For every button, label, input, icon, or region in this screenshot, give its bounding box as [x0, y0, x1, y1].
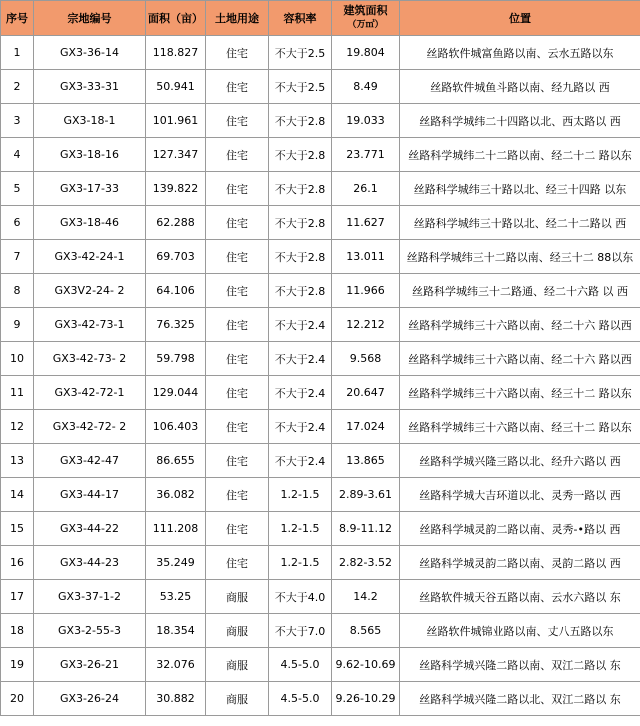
cell-far: 不大于2.4 — [269, 376, 332, 410]
header-building-area-unit: （万㎡） — [347, 20, 384, 30]
cell-use: 商服 — [206, 648, 269, 682]
cell-building-area: 13.865 — [332, 444, 400, 478]
cell-far: 不大于7.0 — [269, 614, 332, 648]
cell-location: 丝路科学城纬三十六路以南、经二十六 路以西 — [400, 308, 640, 342]
cell-parcel: GX3-18-1 — [34, 104, 146, 138]
cell-parcel: GX3-18-46 — [34, 206, 146, 240]
cell-area: 76.325 — [146, 308, 206, 342]
cell-use: 住宅 — [206, 274, 269, 308]
cell-use: 住宅 — [206, 308, 269, 342]
table-row — [1, 512, 640, 546]
cell-building-area: 14.2 — [332, 580, 400, 614]
cell-index: 16 — [1, 546, 34, 580]
cell-area: 62.288 — [146, 206, 206, 240]
cell-index: 13 — [1, 444, 34, 478]
table-body — [1, 36, 640, 716]
cell-far: 4.5-5.0 — [269, 682, 332, 716]
cell-parcel: GX3-37-1-2 — [34, 580, 146, 614]
cell-use: 住宅 — [206, 240, 269, 274]
cell-area: 64.106 — [146, 274, 206, 308]
header-area: 面积（亩） — [146, 1, 206, 36]
cell-building-area: 2.82-3.52 — [332, 546, 400, 580]
cell-far: 1.2-1.5 — [269, 546, 332, 580]
cell-use: 住宅 — [206, 546, 269, 580]
cell-location: 丝路科学城纬三十路以北、经二十二路以 西 — [400, 206, 640, 240]
table-row — [1, 240, 640, 274]
cell-location: 丝路科学城兴隆三路以北、经升六路以 西 — [400, 444, 640, 478]
header-parcel: 宗地编号 — [34, 1, 146, 36]
cell-location: 丝路软件城锦业路以南、丈八五路以东 — [400, 614, 640, 648]
cell-use: 住宅 — [206, 138, 269, 172]
cell-area: 129.044 — [146, 376, 206, 410]
cell-far: 4.5-5.0 — [269, 648, 332, 682]
cell-use: 商服 — [206, 682, 269, 716]
header-far: 容积率 — [269, 1, 332, 36]
cell-index: 15 — [1, 512, 34, 546]
cell-area: 139.822 — [146, 172, 206, 206]
cell-index: 5 — [1, 172, 34, 206]
cell-far: 不大于2.8 — [269, 172, 332, 206]
cell-far: 1.2-1.5 — [269, 478, 332, 512]
table-row — [1, 478, 640, 512]
table-row — [1, 580, 640, 614]
cell-use: 住宅 — [206, 478, 269, 512]
table-row — [1, 206, 640, 240]
cell-location: 丝路科学城纬三十二路通、经二十六路 以 西 — [400, 274, 640, 308]
cell-parcel: GX3-42-24-1 — [34, 240, 146, 274]
cell-area: 30.882 — [146, 682, 206, 716]
header-index: 序号 — [1, 1, 34, 36]
cell-building-area: 23.771 — [332, 138, 400, 172]
table-row — [1, 410, 640, 444]
header-use: 土地用途 — [206, 1, 269, 36]
cell-building-area: 19.033 — [332, 104, 400, 138]
cell-area: 53.25 — [146, 580, 206, 614]
cell-area: 18.354 — [146, 614, 206, 648]
table-row — [1, 682, 640, 716]
cell-location: 丝路科学城纬三十六路以南、经三十二 路以东 — [400, 410, 640, 444]
cell-area: 86.655 — [146, 444, 206, 478]
cell-location: 丝路软件城天谷五路以南、云水六路以 东 — [400, 580, 640, 614]
cell-building-area: 13.011 — [332, 240, 400, 274]
table-row — [1, 308, 640, 342]
cell-location: 丝路软件城鱼斗路以南、经九路以 西 — [400, 70, 640, 104]
cell-far: 不大于2.4 — [269, 410, 332, 444]
cell-location: 丝路科学城纬三十六路以南、经二十六 路以西 — [400, 342, 640, 376]
cell-location: 丝路科学城大吉环道以北、灵秀一路以 西 — [400, 478, 640, 512]
cell-parcel: GX3-26-24 — [34, 682, 146, 716]
table-row — [1, 444, 640, 478]
cell-far: 不大于2.8 — [269, 240, 332, 274]
cell-use: 住宅 — [206, 342, 269, 376]
cell-far: 不大于2.8 — [269, 104, 332, 138]
cell-location: 丝路软件城富鱼路以南、云水五路以东 — [400, 36, 640, 70]
cell-far: 1.2-1.5 — [269, 512, 332, 546]
cell-index: 1 — [1, 36, 34, 70]
cell-index: 19 — [1, 648, 34, 682]
header-row — [1, 1, 640, 36]
cell-building-area: 26.1 — [332, 172, 400, 206]
cell-building-area: 11.966 — [332, 274, 400, 308]
cell-index: 11 — [1, 376, 34, 410]
table-row — [1, 342, 640, 376]
table-row — [1, 614, 640, 648]
cell-parcel: GX3-42-47 — [34, 444, 146, 478]
cell-area: 35.249 — [146, 546, 206, 580]
cell-building-area: 9.26-10.29 — [332, 682, 400, 716]
cell-area: 69.703 — [146, 240, 206, 274]
cell-building-area: 12.212 — [332, 308, 400, 342]
table-header — [1, 1, 640, 36]
cell-parcel: GX3-36-14 — [34, 36, 146, 70]
cell-index: 17 — [1, 580, 34, 614]
cell-far: 不大于2.8 — [269, 274, 332, 308]
cell-use: 商服 — [206, 580, 269, 614]
cell-building-area: 9.62-10.69 — [332, 648, 400, 682]
cell-use: 住宅 — [206, 172, 269, 206]
cell-building-area: 11.627 — [332, 206, 400, 240]
cell-area: 101.961 — [146, 104, 206, 138]
cell-parcel: GX3-44-17 — [34, 478, 146, 512]
cell-far: 不大于2.4 — [269, 308, 332, 342]
cell-building-area: 9.568 — [332, 342, 400, 376]
cell-use: 住宅 — [206, 104, 269, 138]
cell-parcel: GX3-42-72-1 — [34, 376, 146, 410]
cell-far: 不大于2.5 — [269, 36, 332, 70]
cell-building-area: 19.804 — [332, 36, 400, 70]
table-row — [1, 172, 640, 206]
cell-parcel: GX3V2-24- 2 — [34, 274, 146, 308]
header-building-area-label: 建筑面积 — [343, 4, 388, 17]
cell-area: 36.082 — [146, 478, 206, 512]
cell-location: 丝路科学城纬二十二路以南、经二十二 路以东 — [400, 138, 640, 172]
cell-index: 6 — [1, 206, 34, 240]
cell-parcel: GX3-26-21 — [34, 648, 146, 682]
table-row — [1, 546, 640, 580]
cell-index: 7 — [1, 240, 34, 274]
cell-location: 丝路科学城兴隆二路以北、双江二路以 东 — [400, 682, 640, 716]
cell-index: 9 — [1, 308, 34, 342]
cell-location: 丝路科学城纬二十四路以北、西太路以 西 — [400, 104, 640, 138]
cell-index: 10 — [1, 342, 34, 376]
cell-parcel: GX3-2-55-3 — [34, 614, 146, 648]
table-row — [1, 70, 640, 104]
cell-building-area: 8.9-11.12 — [332, 512, 400, 546]
header-building-area — [332, 1, 400, 36]
cell-area: 32.076 — [146, 648, 206, 682]
cell-use: 住宅 — [206, 376, 269, 410]
table-row — [1, 376, 640, 410]
cell-use: 住宅 — [206, 444, 269, 478]
cell-area: 118.827 — [146, 36, 206, 70]
cell-area: 127.347 — [146, 138, 206, 172]
cell-far: 不大于4.0 — [269, 580, 332, 614]
cell-index: 4 — [1, 138, 34, 172]
cell-parcel: GX3-33-31 — [34, 70, 146, 104]
cell-parcel: GX3-17-33 — [34, 172, 146, 206]
table-row — [1, 104, 640, 138]
cell-building-area: 8.565 — [332, 614, 400, 648]
table-row — [1, 648, 640, 682]
cell-area: 111.208 — [146, 512, 206, 546]
cell-index: 8 — [1, 274, 34, 308]
cell-building-area: 2.89-3.61 — [332, 478, 400, 512]
cell-index: 12 — [1, 410, 34, 444]
cell-parcel: GX3-42-72- 2 — [34, 410, 146, 444]
cell-building-area: 20.647 — [332, 376, 400, 410]
cell-area: 106.403 — [146, 410, 206, 444]
table-row — [1, 274, 640, 308]
header-location: 位置 — [400, 1, 640, 36]
cell-index: 18 — [1, 614, 34, 648]
cell-parcel: GX3-42-73- 2 — [34, 342, 146, 376]
cell-use: 住宅 — [206, 70, 269, 104]
cell-location: 丝路科学城纬三十二路以南、经三十二 88以东 — [400, 240, 640, 274]
table-row — [1, 138, 640, 172]
cell-parcel: GX3-44-23 — [34, 546, 146, 580]
cell-building-area: 17.024 — [332, 410, 400, 444]
cell-index: 3 — [1, 104, 34, 138]
table-row — [1, 36, 640, 70]
cell-location: 丝路科学城兴隆二路以南、双江二路以 东 — [400, 648, 640, 682]
cell-far: 不大于2.8 — [269, 138, 332, 172]
cell-use: 住宅 — [206, 36, 269, 70]
cell-parcel: GX3-42-73-1 — [34, 308, 146, 342]
cell-location: 丝路科学城纬三十路以北、经三十四路 以东 — [400, 172, 640, 206]
cell-use: 住宅 — [206, 512, 269, 546]
cell-building-area: 8.49 — [332, 70, 400, 104]
cell-use: 住宅 — [206, 206, 269, 240]
cell-far: 不大于2.5 — [269, 70, 332, 104]
cell-use: 住宅 — [206, 410, 269, 444]
cell-index: 14 — [1, 478, 34, 512]
cell-far: 不大于2.8 — [269, 206, 332, 240]
cell-index: 20 — [1, 682, 34, 716]
cell-parcel: GX3-18-16 — [34, 138, 146, 172]
cell-use: 商服 — [206, 614, 269, 648]
cell-far: 不大于2.4 — [269, 444, 332, 478]
cell-area: 59.798 — [146, 342, 206, 376]
cell-far: 不大于2.4 — [269, 342, 332, 376]
cell-parcel: GX3-44-22 — [34, 512, 146, 546]
cell-location: 丝路科学城灵韵二路以南、灵秀-•路以 西 — [400, 512, 640, 546]
cell-index: 2 — [1, 70, 34, 104]
cell-area: 50.941 — [146, 70, 206, 104]
cell-location: 丝路科学城灵韵二路以南、灵韵二路以 西 — [400, 546, 640, 580]
cell-location: 丝路科学城纬三十六路以南、经三十二 路以东 — [400, 376, 640, 410]
